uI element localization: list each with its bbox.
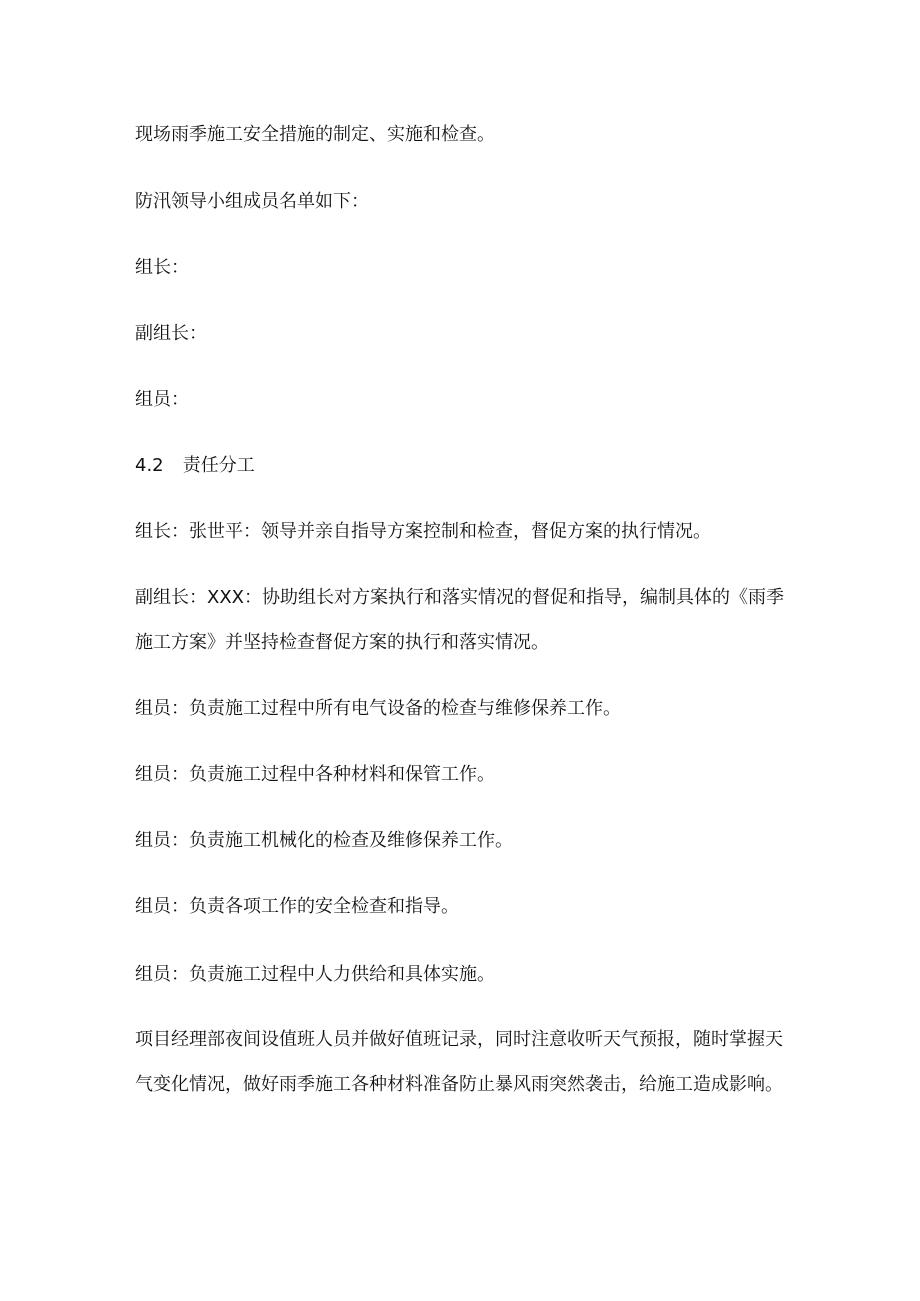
- paragraph-safety-measures: 现场雨季施工安全措施的制定、实施和检查。: [135, 124, 495, 145]
- duty-member-materials: 组员：负责施工过程中各种材料和保管工作。: [135, 764, 495, 785]
- paragraph-deputy-leader-label: 副组长：: [135, 323, 207, 344]
- paragraph-night-duty: 项目经理部夜间设值班人员并做好值班记录，同时注意收听天气预报，随时掌握天气变化情况，做好雨季施工各种材料准备防止暴风雨突然袭击，给施工造成影响。: [135, 1029, 783, 1095]
- duty-member-safety: 组员：负责各项工作的安全检查和指导。: [135, 896, 459, 917]
- duty-member-electrical: 组员：负责施工过程中所有电气设备的检查与维修保养工作。: [135, 698, 621, 719]
- paragraph-leader-label: 组长：: [135, 257, 189, 278]
- duty-member-machinery: 组员：负责施工机械化的检查及维修保养工作。: [135, 830, 513, 851]
- section-number: 4.2: [135, 455, 164, 476]
- duty-member-manpower: 组员：负责施工过程中人力供给和具体实施。: [135, 964, 495, 985]
- paragraph-members-label: 组员：: [135, 389, 189, 410]
- section-title: 责任分工: [182, 455, 255, 476]
- paragraph-member-list-intro: 防汛领导小组成员名单如下：: [135, 191, 369, 212]
- section-heading: [135, 453, 790, 479]
- duty-leader: 组长：张世平：领导并亲自指导方案控制和检查，督促方案的执行情况。: [135, 521, 711, 542]
- duty-deputy-leader: 副组长：XXX：协助组长对方案执行和落实情况的督促和指导，编制具体的《雨季施工方案》并坚持检查督促方案的执行和落实情况。: [135, 587, 784, 653]
